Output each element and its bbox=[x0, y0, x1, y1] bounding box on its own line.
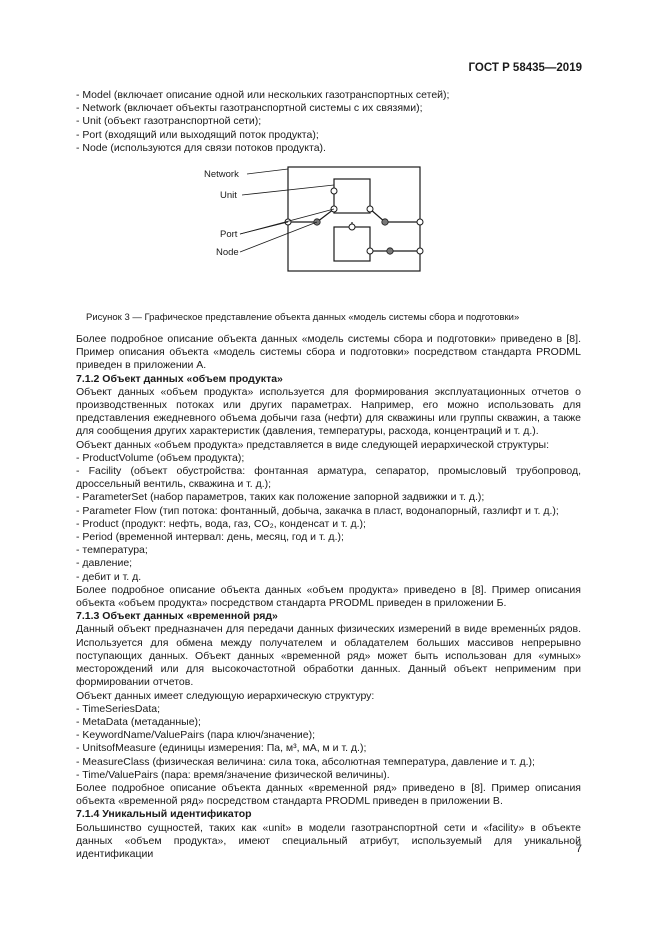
list-item: - Period (временной интервал: день, месяц, год и т. д.); bbox=[76, 531, 344, 544]
paragraph: Более подробное описание объекта данных «объем продукта» приведено в [8]. Пример описания объекта «объем продукта» посредством стандарта PRODML приведен в приложении Б. bbox=[76, 583, 581, 610]
paragraph: Более подробное описание объекта данных «модель системы сбора и подготовки» приведено в [8]. Пример описания объекта «модель системы сбора и подготовки» посредством стандарта PRODML приведен в приложении А. bbox=[76, 333, 581, 372]
network-box bbox=[288, 167, 420, 271]
list-item: - MetaData (метаданные); bbox=[76, 715, 201, 728]
figure-caption: Рисунок 3 — Графическое представление объекта данных «модель системы сбора и подготовки» bbox=[86, 312, 520, 324]
list-item: - Parameter Flow (тип потока: фонтанный, добыча, закачка в пласт, водонапорный, газлифт и т. д.); bbox=[76, 504, 559, 517]
label-port: Port bbox=[220, 229, 238, 241]
paragraph: Объект данных имеет следующую иерархическую структуру: bbox=[76, 689, 375, 702]
unit-box-bottom bbox=[334, 227, 370, 261]
list-item: - Unit (объект газотранспортной сети); bbox=[76, 115, 262, 128]
page-number: 7 bbox=[575, 843, 582, 855]
list-item: - ParameterSet (набор параметров, таких как положение запорной задвижки и т. д.); bbox=[76, 491, 485, 504]
figure-3 bbox=[76, 155, 581, 333]
paragraph: Данный объект предназначен для передачи данных физических измерений в виде временны́х рядов. Используется для обмена между получателем и обладателем больших массивов непрерывно поступающих данных. Объект данных «временной ряд» может быть использован для «умных» месторождений или для высокочастотной обработки данных. Данный объект неприменим при формировании отчетов. bbox=[76, 623, 581, 689]
list-item: - Node (используются для связи потоков продукта). bbox=[76, 141, 326, 154]
label-node: Node bbox=[216, 247, 239, 259]
label-network: Network bbox=[204, 169, 239, 181]
list-item: - Model (включает описание одной или нескольких газотранспортных сетей); bbox=[76, 89, 450, 101]
list-item: - KeywordName/ValuePairs (пара ключ/значение); bbox=[76, 729, 316, 742]
label-unit: Unit bbox=[220, 190, 237, 202]
list-item: - TimeSeriesData; bbox=[76, 702, 161, 715]
list-item: - MeasureClass (физическая величина: сила тока, абсолютная температура, давление и т. д.); bbox=[76, 755, 535, 768]
network-diagram bbox=[200, 165, 435, 277]
list-item: - Time/ValuePairs (пара: время/значение физической величины). bbox=[76, 768, 390, 781]
list-item: - Network (включает объекты газотранспортной системы с их связями); bbox=[76, 102, 423, 115]
list-item: - дебит и т. д. bbox=[76, 570, 142, 583]
list-item: - ProductVolume (объем продукта); bbox=[76, 451, 245, 464]
document-body bbox=[76, 89, 581, 861]
standard-number: ГОСТ Р 58435—2019 bbox=[468, 62, 582, 74]
list-item: - Facility (объект обустройства: фонтанная арматура, сепаратор, промысловый трубопровод, дроссельный вентиль, скважина и т. д.); bbox=[76, 465, 581, 491]
list-item: - температура; bbox=[76, 544, 148, 557]
list-item: - UnitsofMeasure (единицы измерения: Па, м³, мА, м и т. д.); bbox=[76, 742, 367, 755]
list-item: - Port (входящий или выходящий поток продукта); bbox=[76, 128, 319, 141]
unit-box-top bbox=[334, 179, 370, 213]
list-item: - Product (продукт: нефть, вода, газ, CO₂, конденсат и т. д.); bbox=[76, 517, 366, 530]
section-heading: 7.1.3 Объект данных «временной ряд» bbox=[76, 610, 278, 623]
paragraph: Более подробное описание объекта данных «временной ряд» приведено в [8]. Пример описания объекта «временной ряд» посредством стандарта PRODML приведен в приложении В. bbox=[76, 781, 581, 808]
paragraph: Объект данных «объем продукта» представляется в виде следующей иерархической структуры: bbox=[76, 438, 549, 451]
paragraph: Объект данных «объем продукта» используется для формирования эксплуатационных отчетов о производственных потоках или других параметрах. Например, его можно использовать для представления ежедневного объема добычи газа (нефти) для скважины или группы скважин, а также для сообщения других характеристик (давления, температуры, расхода, концентраций и т. д.). bbox=[76, 385, 581, 438]
list-item: - давление; bbox=[76, 557, 133, 570]
section-heading: 7.1.4 Уникальный идентификатор bbox=[76, 808, 252, 821]
section-heading: 7.1.2 Объект данных «объем продукта» bbox=[76, 372, 283, 385]
paragraph: Большинство сущностей, таких как «unit» в модели газотранспортной сети и «facility» в объекте данных «объем продукта», имеют специальный атрибут, используемый для уникальной идентификации bbox=[76, 821, 581, 860]
